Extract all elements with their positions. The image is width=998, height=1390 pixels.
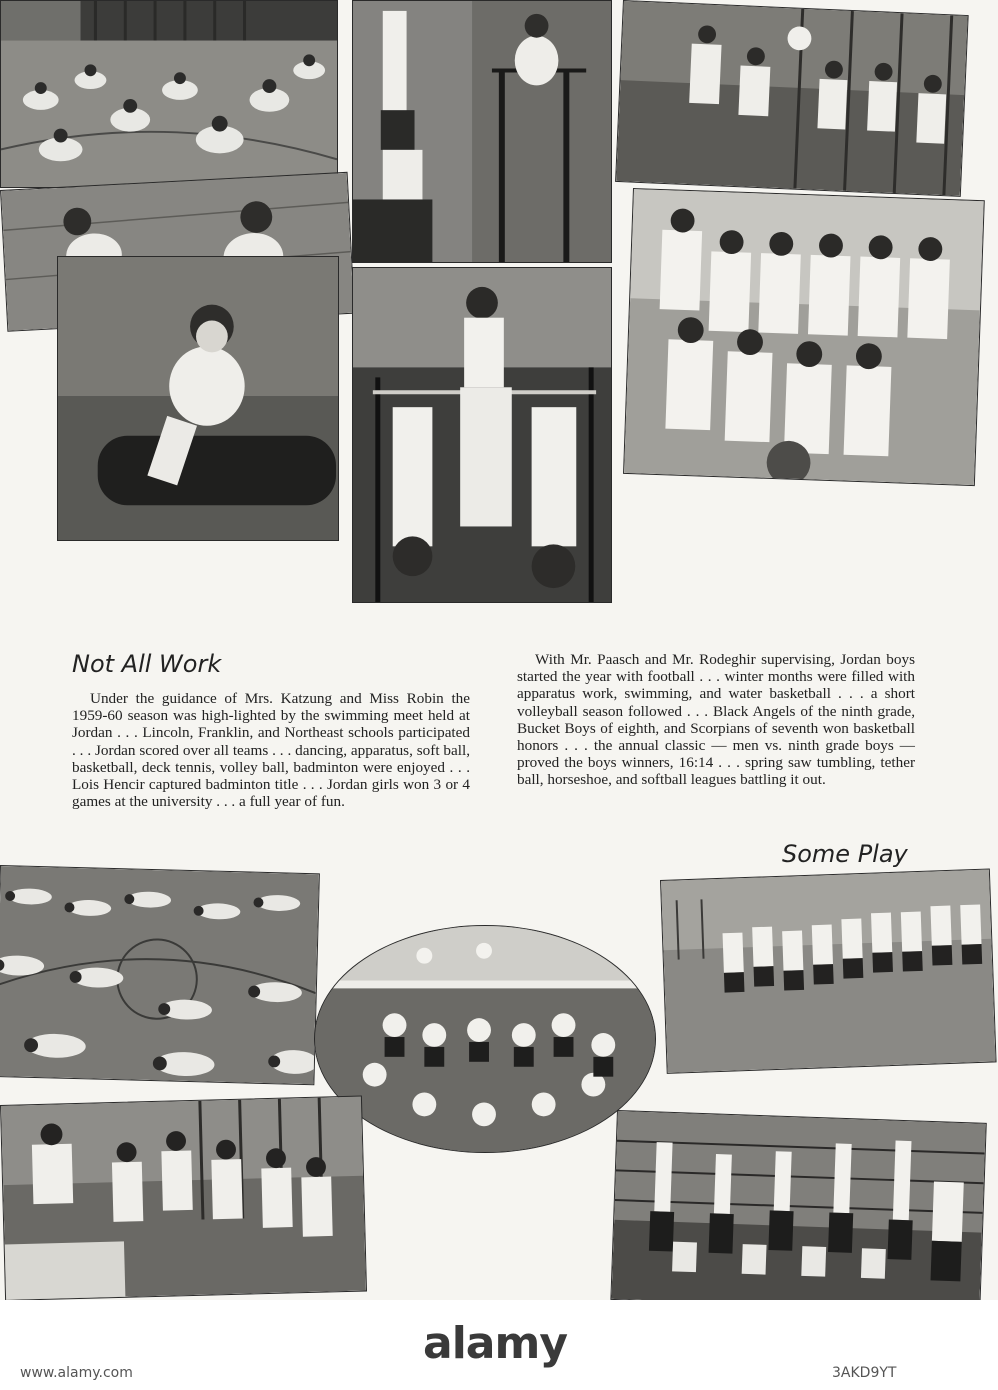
photo-girls-volleyball <box>0 1096 367 1301</box>
photo-handstand-bar <box>352 0 612 263</box>
photo-girls-circle-game <box>660 868 997 1073</box>
photo-swimming-pool-oval <box>314 925 656 1153</box>
photo-girls-exercise-floor <box>0 865 320 1085</box>
brand-url: www.alamy.com <box>20 1365 133 1381</box>
photo-volleyball-boys <box>615 0 969 197</box>
left-heading: Not All Work <box>72 650 222 678</box>
photo-boy-pommel-horse <box>57 256 339 541</box>
photo-girls-headstands <box>610 1110 986 1313</box>
right-paragraph: With Mr. Paasch and Mr. Rodeghir supervising, Jordan boys started the year with football . . . winter months were filled with apparatus work, swimming, and water basketball . . . a short volleyball season followed . . . Black Angels of the ninth grade, Bucket Boys of eighth, and Scorpians of seventh won basketball honors . . . the annual classic — men vs. ninth grade boys — proved the boys winners, 16:14 . . . spring saw tumbling, tether ball, horseshoe, and softball leagues battling it out. <box>517 651 915 789</box>
photo-boys-hanging-bar <box>352 267 612 603</box>
brand-logo: alamy <box>423 1318 567 1369</box>
photo-boys-pushups <box>0 0 338 188</box>
right-heading: Some Play <box>782 840 908 868</box>
photo-basketball-team <box>623 188 985 486</box>
left-paragraph: Under the guidance of Mrs. Katzung and Miss Robin the 1959-60 season was high-lighted by the swimming meet held at Jordan . . . Lincoln, Franklin, and Northeast schools participated . . . Jordan scored over all teams . . . dancing, apparatus, soft ball, basketball, deck tennis, volley ball, badminton were enjoyed . . . Lois Hencir captured badminton title . . . Jordan girls won 3 or 4 games at the university . . . a full year of fun. <box>72 690 470 811</box>
image-id: 3AKD9YT <box>832 1365 897 1381</box>
